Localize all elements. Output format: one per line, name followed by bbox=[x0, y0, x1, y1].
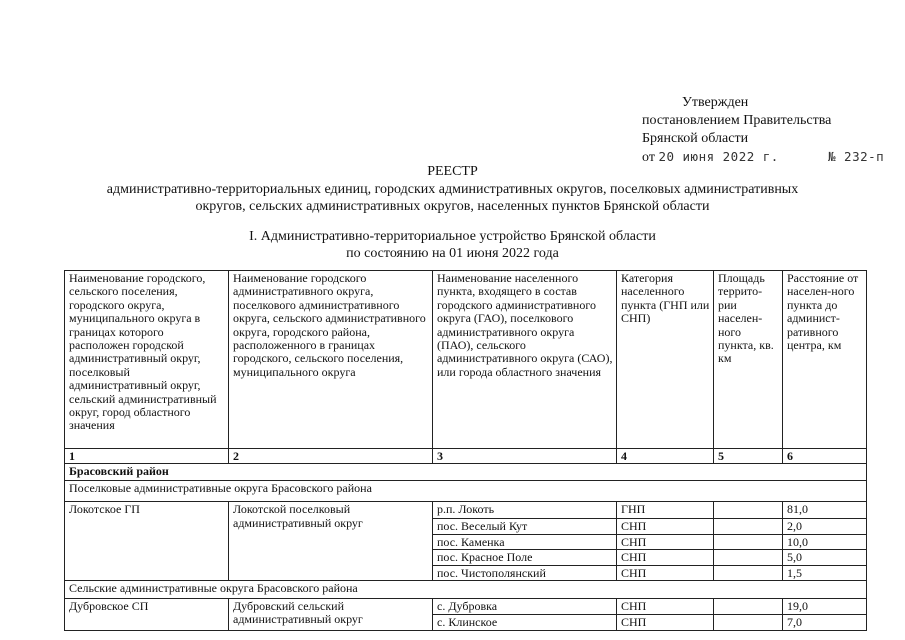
okrug-name: Локотской поселковый административный округ bbox=[229, 502, 433, 581]
locality-area bbox=[714, 550, 783, 565]
locality-name: пос. Чистополянский bbox=[433, 565, 617, 580]
header-cell: Наименование городского административного округа, поселкового административного округа, сельского административного округа, городского района, расположенного в границах городского, сельского поселения, муниципального округа bbox=[229, 271, 433, 449]
locality-distance: 10,0 bbox=[783, 534, 867, 549]
registry-table bbox=[64, 270, 867, 631]
locality-area bbox=[714, 599, 783, 615]
header-cell: Категория населенного пункта (ГНП или СНП) bbox=[617, 271, 714, 449]
locality-distance: 5,0 bbox=[783, 550, 867, 565]
settlement-name: Дубровское СП bbox=[65, 599, 229, 631]
locality-distance: 7,0 bbox=[783, 615, 867, 631]
locality-distance: 2,0 bbox=[783, 519, 867, 534]
column-number: 4 bbox=[617, 449, 714, 464]
locality-name: с. Дубровка bbox=[433, 599, 617, 615]
header-cell: Площадь террито-рии населен-ного пункта, кв. км bbox=[714, 271, 783, 449]
locality-category: СНП bbox=[617, 599, 714, 615]
approval-line2: постановлением Правительства bbox=[642, 113, 832, 128]
locality-name: пос. Каменка bbox=[433, 534, 617, 549]
locality-distance: 19,0 bbox=[783, 599, 867, 615]
locality-name: пос. Красное Поле bbox=[433, 550, 617, 565]
locality-name: пос. Веселый Кут bbox=[433, 519, 617, 534]
locality-distance: 81,0 bbox=[783, 502, 867, 519]
approval-block bbox=[642, 94, 902, 167]
document-subtitle-line2: округов, сельских административных округов, населенных пунктов Брянской области bbox=[195, 199, 710, 214]
document-subtitle-line1: административно-территориальных единиц, городских административных округов, поселковых административных bbox=[106, 182, 799, 197]
date-prefix: от bbox=[642, 150, 655, 165]
group-name: Сельские административные округа Брасовского района bbox=[65, 581, 867, 599]
district-name: Брасовский район bbox=[65, 464, 867, 481]
column-number: 5 bbox=[714, 449, 783, 464]
column-number: 2 bbox=[229, 449, 433, 464]
table-row bbox=[65, 599, 867, 615]
column-number-row bbox=[65, 449, 867, 464]
locality-area bbox=[714, 519, 783, 534]
locality-area bbox=[714, 502, 783, 519]
column-number: 6 bbox=[783, 449, 867, 464]
locality-distance: 1,5 bbox=[783, 565, 867, 580]
column-number: 3 bbox=[433, 449, 617, 464]
locality-area bbox=[714, 534, 783, 549]
approval-number: № 232-п bbox=[828, 149, 885, 164]
locality-area bbox=[714, 565, 783, 580]
group-name: Поселковые административные округа Брасовского района bbox=[65, 481, 867, 502]
locality-category: СНП bbox=[617, 565, 714, 580]
locality-category: СНП bbox=[617, 519, 714, 534]
locality-name: с. Клинское bbox=[433, 615, 617, 631]
settlement-name: Локотское ГП bbox=[65, 502, 229, 581]
table-header-row bbox=[65, 271, 867, 449]
approval-line3: Брянской области bbox=[642, 131, 749, 146]
locality-category: СНП bbox=[617, 550, 714, 565]
table-row bbox=[65, 502, 867, 519]
locality-name: р.п. Локоть bbox=[433, 502, 617, 519]
approval-title: Утвержден bbox=[682, 95, 749, 110]
locality-category: СНП bbox=[617, 534, 714, 549]
district-row bbox=[65, 464, 867, 481]
document-title: РЕЕСТР bbox=[427, 164, 478, 179]
group-row bbox=[65, 581, 867, 599]
section-heading: I. Административно-территориальное устройство Брянской области bbox=[249, 229, 656, 244]
approval-date: 20 июня 2022 г. bbox=[658, 149, 779, 164]
locality-category: ГНП bbox=[617, 502, 714, 519]
locality-category: СНП bbox=[617, 615, 714, 631]
okrug-name: Дубровский сельский административный округ bbox=[229, 599, 433, 631]
column-number: 1 bbox=[65, 449, 229, 464]
group-row bbox=[65, 481, 867, 502]
header-cell: Наименование городского, сельского поселения, городского округа, муниципального округа в границах которого расположен городской административный округ, поселковый административный округ, сельский административный округ, город областного значения bbox=[65, 271, 229, 449]
locality-area bbox=[714, 615, 783, 631]
header-cell: Расстояние от населен-ного пункта до админист-ративного центра, км bbox=[783, 271, 867, 449]
section-date: по состоянию на 01 июня 2022 года bbox=[346, 246, 559, 261]
header-cell: Наименование населенного пункта, входящего в состав городского административного округа (ГАО), поселкового административного округа (ПАО), сельского административного округа (САО), или города областного значения bbox=[433, 271, 617, 449]
